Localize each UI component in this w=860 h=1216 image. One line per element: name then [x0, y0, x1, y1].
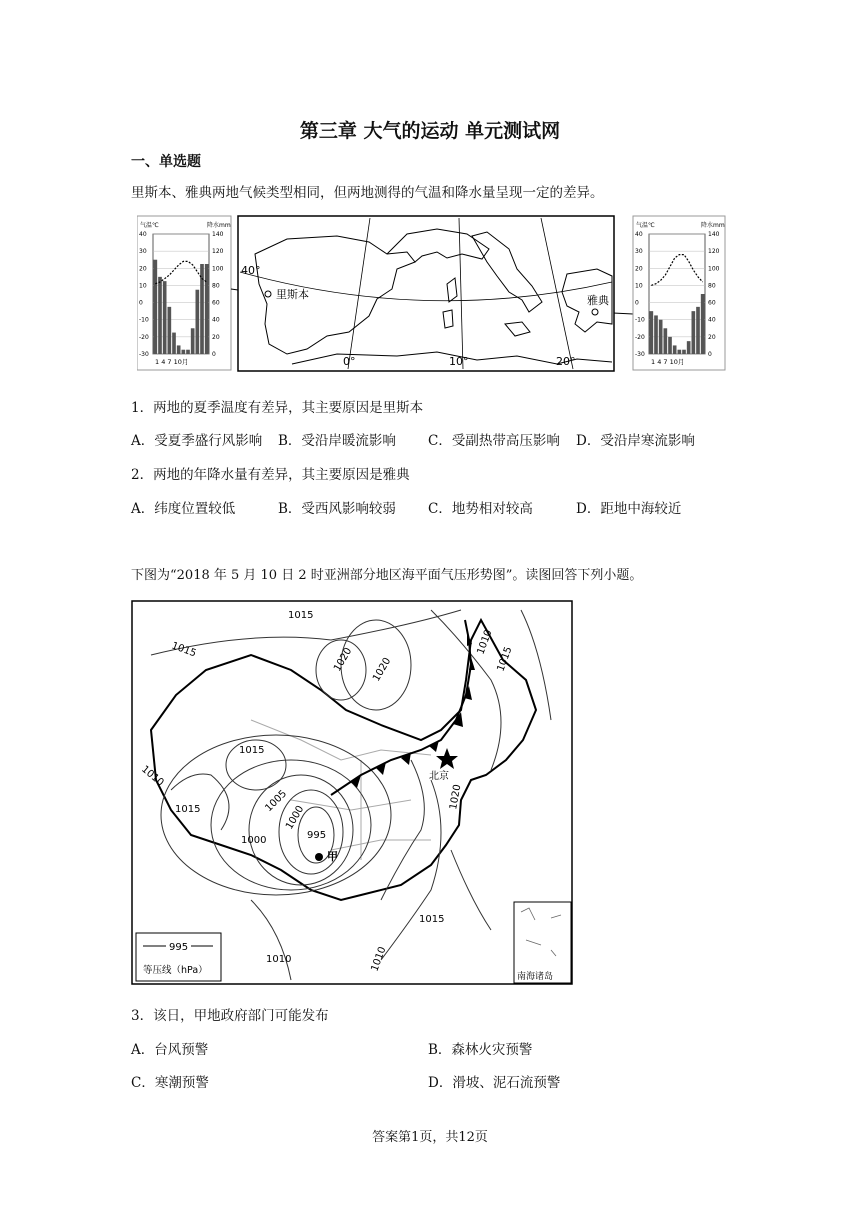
isobar-label: 1020	[332, 645, 355, 674]
precip-bar	[701, 294, 705, 354]
precip-bar	[182, 350, 186, 354]
precip-bar	[678, 350, 682, 354]
city-athens: 雅典	[587, 294, 609, 307]
precip-tick-label: 100	[708, 265, 720, 273]
section-heading: 一、单选题	[131, 154, 201, 170]
isobar-label: 1005	[263, 788, 290, 815]
precip-bar	[682, 350, 686, 354]
isobar-label: 1015	[419, 914, 445, 925]
temp-tick-label: 10	[635, 282, 643, 290]
page-footer: 答案第1页，共12页	[372, 1130, 488, 1145]
precip-bar	[177, 345, 181, 354]
lisbon-marker	[265, 291, 271, 297]
temp-tick-label: -20	[139, 333, 149, 341]
precip-tick-label: 80	[212, 282, 220, 290]
q1-option-a[interactable]: A．受夏季盛行风影响	[131, 433, 263, 449]
q1-option-b[interactable]: B．受沿岸暖流影响	[278, 433, 396, 449]
q3-option-c[interactable]: C．寒潮预警	[131, 1075, 209, 1091]
precip-tick-label: 40	[708, 316, 716, 324]
inset-box	[514, 902, 571, 983]
isobar-label: 1020	[448, 783, 464, 811]
q3-option-a[interactable]: A．台风预警	[131, 1042, 209, 1058]
temp-tick-label: 30	[635, 248, 643, 256]
inset-label: 南海诸岛	[517, 972, 554, 982]
temp-tick-label: 40	[139, 231, 147, 238]
isobar-label: 1010	[369, 945, 389, 974]
lon-0-label: 0°	[343, 355, 356, 368]
temp-tick-label: -20	[635, 333, 645, 341]
precip-bar	[168, 307, 172, 354]
precip-tick-label: 0	[708, 351, 712, 358]
precip-tick-label: 100	[212, 265, 224, 273]
precip-tick-label: 120	[708, 248, 720, 256]
isobar-label: 1015	[239, 745, 265, 756]
temp-tick-label: -10	[635, 316, 645, 324]
city-beijing: 北京	[429, 771, 449, 782]
precip-tick-label: 40	[212, 316, 220, 324]
precip-bar	[692, 311, 696, 354]
precip-unit-left: 降水mm	[207, 222, 231, 229]
q2-option-b[interactable]: B．受西风影响较弱	[278, 501, 396, 517]
temp-unit-right: 气温℃	[636, 222, 655, 229]
legend-label: 等压线（hPa）	[143, 965, 208, 976]
precip-bar	[650, 311, 654, 354]
isobar-label: 1010	[266, 954, 292, 965]
lat-40-label: 40°	[241, 264, 261, 277]
figure1-svg	[137, 214, 727, 372]
q2-option-d[interactable]: D．距地中海较近	[576, 501, 682, 517]
precip-bar	[186, 350, 190, 354]
q3-option-b[interactable]: B．森林火灾预警	[428, 1042, 533, 1058]
isobar-label: 995	[307, 830, 327, 841]
point-jia-marker	[315, 853, 323, 861]
precip-bar	[172, 333, 176, 354]
figure2-svg	[131, 600, 573, 986]
precip-bar	[158, 277, 162, 354]
lon-10-label: 10°	[449, 355, 469, 368]
page-title: 第三章 大气的运动 单元测试网	[299, 120, 561, 142]
temp-tick-label: -30	[139, 351, 149, 358]
precip-tick-label: 140	[212, 231, 224, 238]
isobar-label: 1015	[495, 645, 515, 674]
intro-text-1: 里斯本、雅典两地气候类型相同，但两地测得的气温和降水量呈现一定的差异。	[131, 185, 604, 201]
temp-tick-label: 10	[139, 282, 147, 290]
isobar-label: 1015	[169, 640, 198, 660]
temp-tick-label: 20	[139, 265, 147, 273]
legend-value: 995	[169, 942, 189, 953]
athens-marker	[592, 309, 598, 315]
question-2-stem: 2．两地的年降水量有差异，其主要原因是雅典	[131, 467, 410, 483]
isobar-label: 1020	[371, 655, 394, 684]
lon-20-label: 20°	[556, 355, 576, 368]
precip-bar	[668, 337, 672, 354]
precip-bar	[196, 290, 200, 354]
precip-bar	[205, 264, 209, 354]
question-3-stem: 3．该日，甲地政府部门可能发布	[131, 1008, 329, 1024]
precip-tick-label: 120	[212, 248, 224, 256]
q3-option-d[interactable]: D．滑坡、泥石流预警	[428, 1075, 561, 1091]
isobar-label: 1000	[241, 835, 267, 846]
precip-tick-label: 140	[708, 231, 720, 238]
precip-bar	[659, 320, 663, 354]
isobar-label: 1010	[139, 763, 166, 789]
intro-text-2: 下图为“2018 年 5 月 10 日 2 时亚洲部分地区海平面气压形势图”。读图回答下列小题。	[131, 568, 643, 583]
isobar-label: 1010	[475, 628, 495, 657]
months-label-right: 1 4 7 10月	[651, 358, 685, 366]
precip-bar	[664, 328, 668, 354]
isobar-label: 1000	[284, 803, 307, 832]
point-jia-label: 甲	[327, 850, 338, 863]
precip-unit-right: 降水mm	[701, 222, 725, 229]
isobar-label: 1015	[175, 804, 201, 815]
q2-option-c[interactable]: C．地势相对较高	[428, 501, 533, 517]
q1-option-c[interactable]: C．受副热带高压影响	[428, 433, 560, 449]
precip-bar	[673, 345, 677, 354]
figure-pressure-map	[131, 600, 573, 990]
temp-tick-label: 20	[635, 265, 643, 273]
precip-bar	[654, 315, 658, 354]
temp-tick-label: 30	[139, 248, 147, 256]
precip-tick-label: 20	[212, 333, 220, 341]
temp-tick-label: -10	[139, 316, 149, 324]
isobar-label: 1015	[288, 610, 314, 621]
q1-option-d[interactable]: D．受沿岸寒流影响	[576, 433, 695, 449]
precip-tick-label: 80	[708, 282, 716, 290]
temp-tick-label: 40	[635, 231, 643, 238]
q2-option-a[interactable]: A．纬度位置较低	[131, 501, 236, 517]
precip-bar	[696, 307, 700, 354]
precip-tick-label: 60	[212, 299, 220, 307]
precip-tick-label: 60	[708, 299, 716, 307]
precip-bar	[191, 328, 195, 354]
city-lisbon: 里斯本	[276, 288, 309, 301]
question-1-stem: 1．两地的夏季温度有差异，其主要原因是里斯本	[131, 400, 424, 416]
temp-tick-label: 0	[635, 299, 639, 307]
temp-unit-left: 气温℃	[140, 222, 159, 229]
months-label-left: 1 4 7 10月	[155, 358, 189, 366]
precip-bar	[687, 341, 691, 354]
precip-bar	[163, 281, 167, 354]
precip-tick-label: 20	[708, 333, 716, 341]
precip-bar	[200, 264, 204, 354]
temp-tick-label: -30	[635, 351, 645, 358]
precip-bar	[154, 260, 158, 354]
temp-tick-label: 0	[139, 299, 143, 307]
figure-mediterranean	[137, 214, 727, 376]
precip-tick-label: 0	[212, 351, 216, 358]
